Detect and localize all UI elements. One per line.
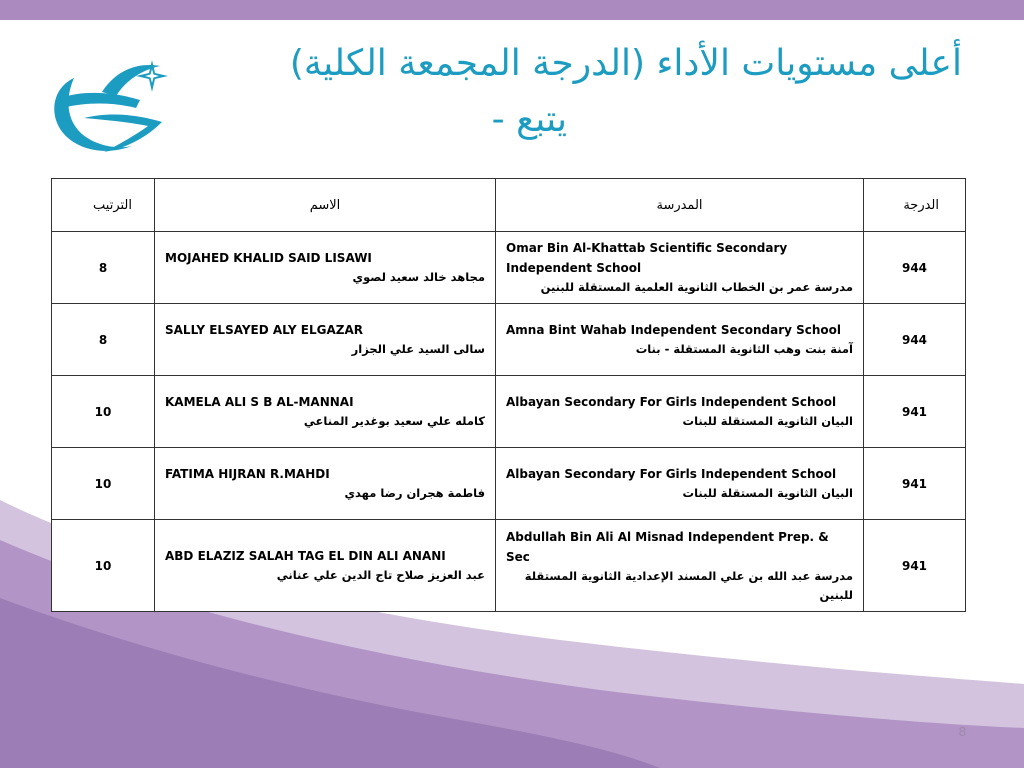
header-name: الاسم (155, 179, 496, 232)
score-cell: 944 (864, 232, 966, 304)
rank-cell: 8 (52, 304, 155, 376)
school-name-arabic: مدرسة عمر بن الخطاب الثانوية العلمية المستقلة للبنين (540, 280, 853, 294)
student-name-english: MOJAHED KHALID SAID LISAWI (165, 251, 372, 265)
student-name-arabic: فاطمة هجران رضا مهدي (344, 486, 485, 500)
table-row (52, 304, 966, 376)
school-cell (496, 376, 864, 448)
student-name-english: KAMELA ALI S B AL-MANNAI (165, 395, 354, 409)
header-school: المدرسة (496, 179, 864, 232)
header-rank: الترتيب (52, 179, 155, 232)
school-name-english: Abdullah Bin Ali Al Misnad Independent Prep. & Sec (506, 529, 829, 564)
student-name-english: FATIMA HIJRAN R.MAHDI (165, 467, 330, 481)
score-cell: 941 (864, 448, 966, 520)
school-cell (496, 304, 864, 376)
school-cell (496, 232, 864, 304)
name-cell (155, 448, 496, 520)
rank-cell: 10 (52, 448, 155, 520)
school-name-english: Albayan Secondary For Girls Independent School (506, 467, 837, 481)
compass-star-logo-icon (44, 56, 184, 162)
table-row (52, 232, 966, 304)
header-score: الدرجة (864, 179, 966, 232)
student-name-english: SALLY ELSAYED ALY ELGAZAR (165, 323, 364, 337)
score-cell: 941 (864, 520, 966, 612)
school-name-arabic: البيان الثانوية المستقلة للبنات (682, 486, 853, 500)
top-performers-table (51, 178, 966, 612)
score-cell: 941 (864, 376, 966, 448)
table-header-row (52, 179, 966, 232)
school-name-arabic: البيان الثانوية المستقلة للبنات (682, 414, 853, 428)
table-row (52, 448, 966, 520)
slide-title (182, 36, 962, 148)
school-name-arabic: آمنة بنت وهب الثانوية المستقلة - بنات (635, 342, 853, 356)
school-name-arabic: مدرسة عبد الله بن علي المسند الإعدادية الثانوية المستقلة للبنين (524, 568, 853, 602)
rank-cell: 8 (52, 232, 155, 304)
score-cell: 944 (864, 304, 966, 376)
student-name-arabic: كامله علي سعيد بوغدير المناعي (303, 414, 485, 428)
name-cell (155, 520, 496, 612)
student-name-english: ABD ELAZIZ SALAH TAG EL DIN ALI ANANI (165, 549, 446, 563)
school-cell (496, 448, 864, 520)
school-cell (496, 520, 864, 612)
slide-title-line2: يتبع - (491, 99, 567, 140)
name-cell (155, 376, 496, 448)
page-number: 8 (958, 724, 966, 739)
student-name-arabic: سالى السيد علي الجزار (351, 342, 485, 356)
table-row (52, 520, 966, 612)
name-cell (155, 304, 496, 376)
slide-title-line1: أعلى مستويات الأداء (الدرجة المجمعة الكلية) (289, 43, 962, 84)
student-name-arabic: مجاهد خالد سعيد لصوي (352, 270, 485, 284)
rank-cell: 10 (52, 376, 155, 448)
rank-cell: 10 (52, 520, 155, 612)
table-row (52, 376, 966, 448)
school-name-english: Amna Bint Wahab Independent Secondary School (506, 323, 842, 337)
name-cell (155, 232, 496, 304)
school-name-english: Albayan Secondary For Girls Independent School (506, 395, 837, 409)
school-name-english: Omar Bin Al-Khattab Scientific Secondary Independent School (506, 241, 788, 275)
student-name-arabic: عبد العزيز صلاح تاج الدين علي عناني (276, 568, 485, 582)
